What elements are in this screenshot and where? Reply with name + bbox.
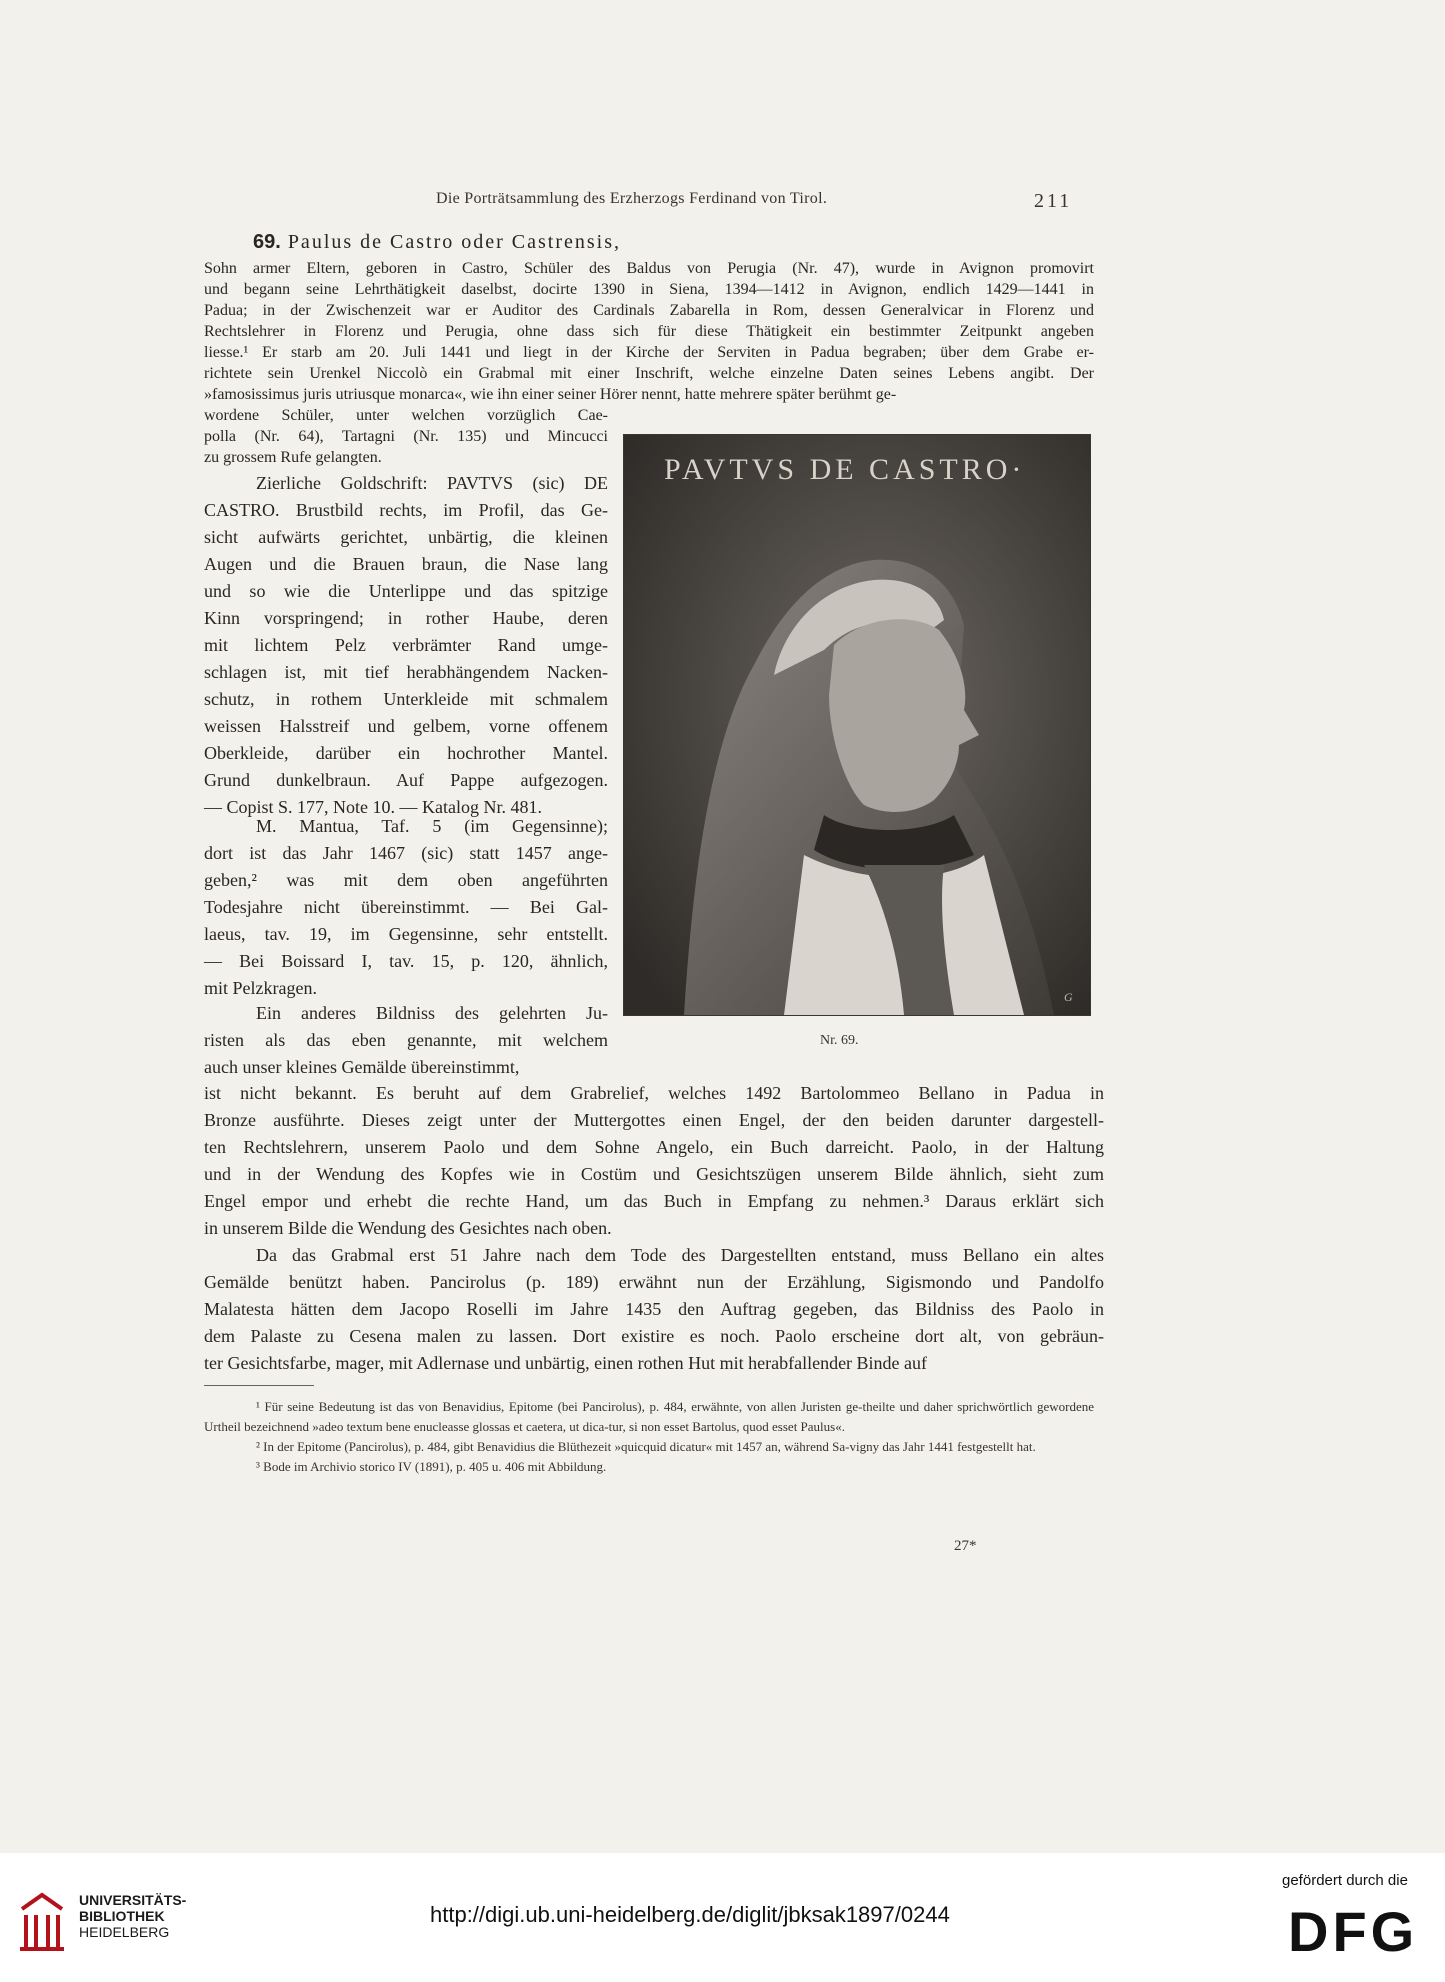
library-name [79,1892,186,1940]
text-line: CASTRO. Brustbild rechts, im Profil, das Ge- [204,500,608,520]
text-line: risten als das eben genannte, mit welchem [204,1030,608,1050]
text-line: mit Pelzkragen. [204,978,317,998]
text-line: Zierliche Goldschrift: PAVTVS (sic) DE [256,473,608,493]
mantua-paragraph [204,813,608,1002]
text-line: Bronze ausführte. Dieses zeigt unter der Muttergottes einen Engel, der den beiden darunter dargestell- [204,1110,1104,1130]
entry-title: Paulus de Castro oder Castrensis, [287,231,621,253]
other-portrait-paragraph [204,1080,1104,1242]
text-line: weissen Halsstreif und gelbem, vorne offenem [204,716,608,736]
page-number: 211 [1034,190,1073,212]
text-line: ten Rechtslehrern, unserem Paolo und dem Sohne Angelo, ein Buch darreicht. Paolo, in der Haltung [204,1137,1104,1157]
text-line: und begann seine Lehrthätigkeit daselbst, docirte 1390 in Siena, 1394—1412 in Avignon, endlich 1429—1441 in [204,281,1094,298]
source-url-link[interactable]: http://digi.ub.uni-heidelberg.de/diglit/jbksak1897/0244 [430,1902,950,1927]
engraver-monogram: G [1064,990,1073,1004]
text-line: schutz, in rothem Unterkleide mit schmalem [204,689,608,709]
text-line: auch unser kleines Gemälde übereinstimmt, [204,1057,520,1077]
biography-column [204,405,608,468]
text-line: Oberkleide, darüber ein hochrother Mantel. [204,743,608,763]
text-line: dem Palaste zu Cesena malen zu lassen. Dort existire es noch. Paolo erscheine dort alt, von gebräun- [204,1326,1104,1346]
text-line: ist nicht bekannt. Es beruht auf dem Grabrelief, welches 1492 Bartolommeo Bellano in Padua in [204,1083,1104,1103]
text-line: Ein anderes Bildniss des gelehrten Ju- [256,1003,608,1023]
library-name-line2: BIBLIOTHEK [79,1908,165,1924]
text-line: Rechtslehrer in Florenz und Perugia, ohne dass sich für diese Thätigkeit ein bestimmter Zeitpunkt angeben [204,323,1094,340]
library-name-line1: UNIVERSITÄTS- [79,1892,187,1908]
footnote-rule [204,1385,314,1386]
description-paragraph [204,470,608,821]
dfg-logo: DFG [1288,1900,1419,1963]
text-line: zu grossem Rufe gelangten. [204,449,382,466]
signature-mark: 27* [954,1538,977,1554]
biography-paragraph [204,258,1094,405]
text-line: Engel empor und erhebt die rechte Hand, um das Buch in Empfang zu nehmen.³ Daraus erklärt sich [204,1191,1104,1211]
text-line: Gemälde benützt haben. Pancirolus (p. 189) erwähnt nun der Erzählung, Sigismondo und Pandolfo [204,1272,1104,1292]
library-name-line3: HEIDELBERG [79,1924,170,1940]
text-line: Augen und die Brauen braun, die Nase lang [204,554,608,574]
university-library-logo-icon [16,1889,68,1953]
other-portrait-column [204,1000,608,1081]
footnote: ³ Bode im Archivio storico IV (1891), p. 405 u. 406 mit Abbildung. [256,1459,607,1474]
text-line: — Bei Boissard I, tav. 15, p. 120, ähnlich, [204,951,608,971]
text-line: Grund dunkelbraun. Auf Pappe aufgezogen. [204,770,608,790]
text-line: Todesjahre nicht übereinstimmt. — Bei Gal- [204,897,608,917]
figure-caption: Nr. 69. [820,1033,859,1048]
portrait-figure [623,434,1091,1016]
text-line: liesse.¹ Er starb am 20. Juli 1441 und liegt in der Kirche der Serviten in Padua begraben; über dem Grabe er- [204,344,1094,361]
portrait-image [624,435,1090,1015]
footnote: ¹ Für seine Bedeutung ist das von Benavidius, Epitome (bei Pancirolus), p. 484, erwähnte, von allen Juristen ge-theilte und daher sprichwörtlich gewordene Urtheil bezeichnend »adeo textum bene enucleasse glossas et caetera, ut dica-tur, si non esset Bartolus, quod esset Paulus«. [204,1399,1094,1434]
text-line: richtete sein Urenkel Niccolò ein Grabmal mit einer Inschrift, welche einzelne Daten seines Lebens angibt. Der [204,365,1094,382]
text-line: laeus, tav. 19, im Gegensinne, sehr entstellt. [204,924,608,944]
entry-number: 69. [253,231,281,253]
text-line: Malatesta hätten dem Jacopo Roselli im Jahre 1435 den Auftrag gegeben, das Bildniss des Paolo in [204,1299,1104,1319]
running-head: Die Porträtsammlung des Erzherzogs Ferdinand von Tirol. [436,190,828,207]
entry-heading [253,231,621,254]
text-line: Sohn armer Eltern, geboren in Castro, Schüler des Baldus von Perugia (Nr. 47), wurde in Avignon promovirt [204,260,1094,277]
text-line: und in der Wendung des Kopfes wie in Costüm und Gesichtszügen unserem Bilde ähnlich, sieht zum [204,1164,1104,1184]
text-line: polla (Nr. 64), Tartagni (Nr. 135) und Mincucci [204,428,608,445]
text-line: und so wie die Unterlippe und das spitzige [204,581,608,601]
footnote: ² In der Epitome (Pancirolus), p. 484, gibt Benavidius die Blüthezeit »quicquid dicatur« mit 1457 an, während Sa-vigny das Jahr 1441 festgestellt hat. [256,1439,1036,1454]
text-line: geben,² was mit dem oben angeführten [204,870,608,890]
text-line: in unserem Bilde die Wendung des Gesichtes nach oben. [204,1218,612,1238]
text-line: schlagen ist, mit tief herabhängendem Nacken- [204,662,608,682]
text-line: mit lichtem Pelz verbrämter Rand umge- [204,635,608,655]
text-line: sicht aufwärts gerichtet, unbärtig, die kleinen [204,527,608,547]
text-line: wordene Schüler, unter welchen vorzüglich Cae- [204,407,608,424]
text-line: M. Mantua, Taf. 5 (im Gegensinne); [256,816,608,836]
text-line: »famosissimus juris utriusque monarca«, wie ihn einer seiner Hörer nennt, hatte mehrere später berühmt ge- [204,386,897,403]
text-line: Padua; in der Zwischenzeit war er Auditor des Cardinals Zabarella in Rom, dessen Generalvicar in Florenz und [204,302,1094,319]
grabmal-paragraph [204,1242,1104,1377]
footnotes [204,1397,1094,1477]
text-line: ter Gesichtsfarbe, mager, mit Adlernase und unbärtig, einen rothen Hut mit herabfallender Binde auf [204,1353,928,1373]
text-line: Kinn vorspringend; in rother Haube, deren [204,608,608,628]
portrait-inscription: PAVTVS DE CASTRO· [664,453,1026,486]
text-line: dort ist das Jahr 1467 (sic) statt 1457 ange- [204,843,608,863]
funding-label: gefördert durch die [1282,1872,1408,1889]
text-line: Da das Grabmal erst 51 Jahre nach dem Tode des Dargestellten entstand, muss Bellano ein altes [256,1245,1104,1265]
text-line: — Copist S. 177, Note 10. — Katalog Nr. 481. [204,797,542,817]
